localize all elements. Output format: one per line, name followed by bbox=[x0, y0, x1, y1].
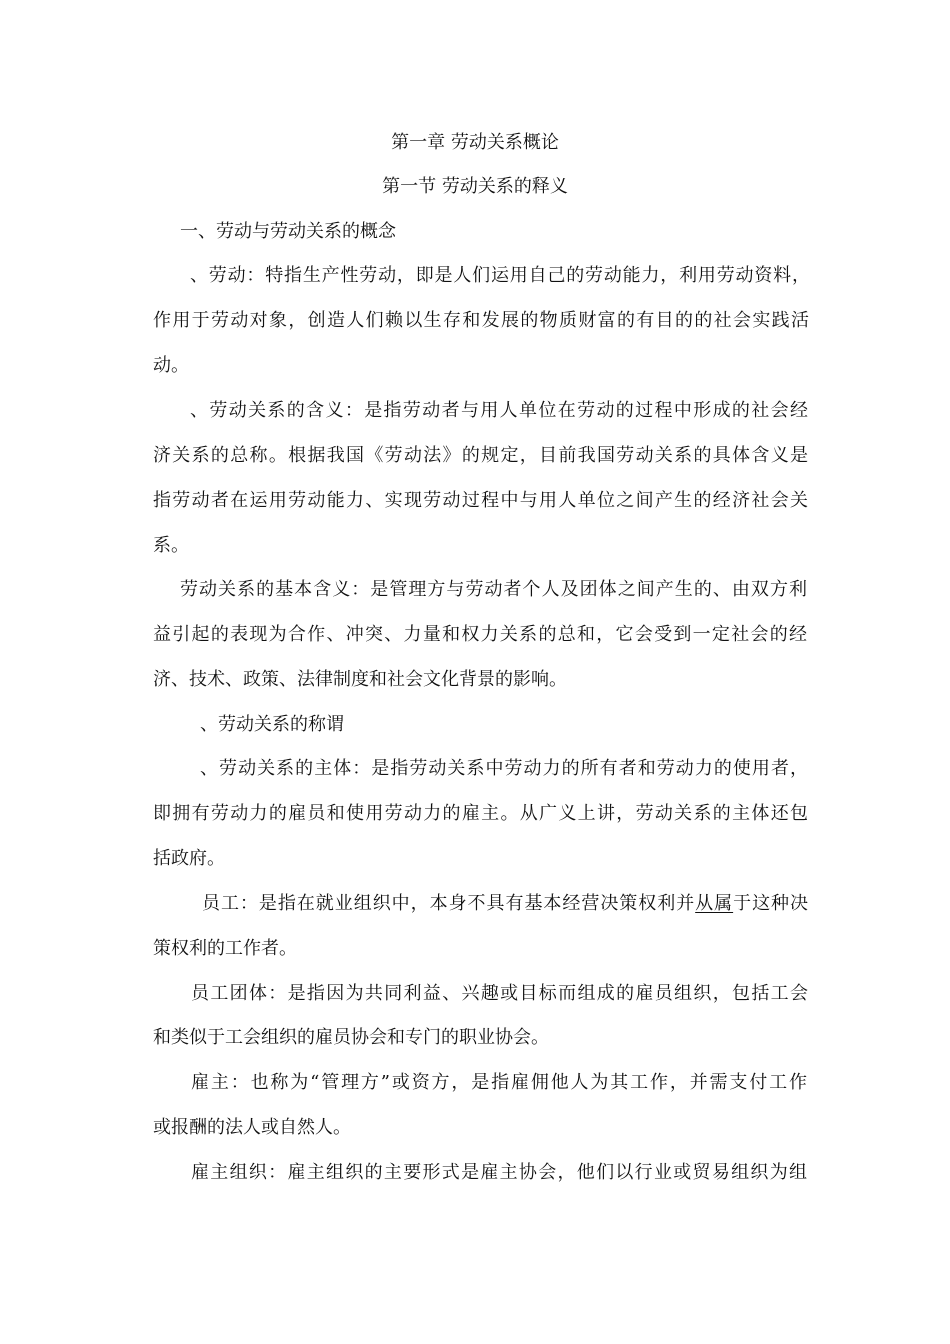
heading-relation-terms: 、劳动关系的称谓 bbox=[200, 714, 344, 735]
paragraph-basic-meaning-line-2: 益引起的表现为合作、冲突、力量和权力关系的总和，它会受到一定社会的经 bbox=[153, 624, 807, 645]
employee-text-b: 于这种决 bbox=[733, 893, 809, 914]
paragraph-employee-line-1 bbox=[202, 892, 808, 916]
paragraph-labor-line-1: 、劳动：特指生产性劳动，即是人们运用自己的劳动能力，利用劳动资料， bbox=[190, 265, 810, 286]
heading-labor-concept: 一、劳动与劳动关系的概念 bbox=[180, 221, 396, 242]
paragraph-labor-line-2: 作用于劳动对象，创造人们赖以生存和发展的物质财富的有目的的社会实践活 bbox=[153, 310, 809, 331]
chapter-title: 第一章 劳动关系概论 bbox=[391, 132, 559, 153]
paragraph-labor-line-3: 动。 bbox=[153, 355, 189, 376]
paragraph-employer-line-2: 或报酬的法人或自然人。 bbox=[153, 1117, 351, 1138]
paragraph-employer-org-line-1: 雇主组织：雇主组织的主要形式是雇主协会，他们以行业或贸易组织为组 bbox=[191, 1162, 807, 1183]
paragraph-relation-meaning-line-3: 指劳动者在运用劳动能力、实现劳动过程中与用人单位之间产生的经济社会关 bbox=[153, 490, 808, 511]
paragraph-subject-line-1: 、劳动关系的主体：是指劳动关系中劳动力的所有者和劳动力的使用者， bbox=[200, 758, 808, 779]
paragraph-employee-line-2: 策权利的工作者。 bbox=[153, 938, 297, 959]
paragraph-employer-line-1: 雇主：也称为“管理方”或资方，是指雇佣他人为其工作，并需支付工作 bbox=[191, 1072, 807, 1093]
employee-text-a: 员工：是指在就业组织中，本身不具有基本经营决策权利并 bbox=[202, 893, 696, 914]
underlined-term: 从属 bbox=[695, 893, 734, 914]
paragraph-relation-meaning-line-4: 系。 bbox=[153, 535, 189, 556]
paragraph-relation-meaning-line-1: 、劳动关系的含义：是指劳动者与用人单位在劳动的过程中形成的社会经 bbox=[190, 400, 808, 421]
paragraph-subject-line-3: 括政府。 bbox=[153, 848, 225, 869]
paragraph-employee-group-line-2: 和类似于工会组织的雇员协会和专门的职业协会。 bbox=[153, 1027, 549, 1048]
section-title: 第一节 劳动关系的释义 bbox=[382, 176, 568, 197]
paragraph-relation-meaning-line-2: 济关系的总称。根据我国《劳动法》的规定，目前我国劳动关系的具体含义是 bbox=[153, 445, 808, 466]
paragraph-employee-group-line-1: 员工团体：是指因为共同利益、兴趣或目标而组成的雇员组织，包括工会 bbox=[191, 983, 808, 1004]
paragraph-basic-meaning-line-3: 济、技术、政策、法律制度和社会文化背景的影响。 bbox=[153, 669, 567, 690]
paragraph-basic-meaning-line-1: 劳动关系的基本含义：是管理方与劳动者个人及团体之间产生的、由双方利 bbox=[180, 579, 807, 600]
paragraph-subject-line-2: 即拥有劳动力的雇员和使用劳动力的雇主。从广义上讲，劳动关系的主体还包 bbox=[153, 803, 808, 824]
